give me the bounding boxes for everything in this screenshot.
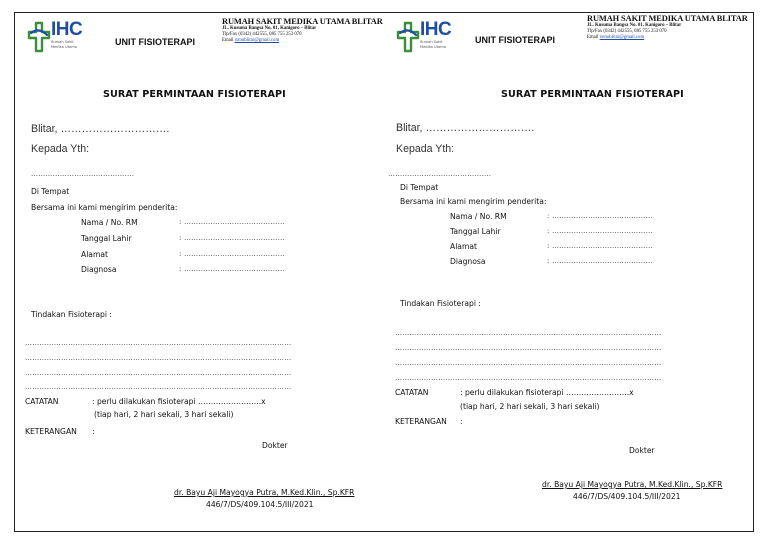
unit-title: UNIT FISIOTERAPI — [115, 37, 196, 47]
unit-title: UNIT FISIOTERAPI — [475, 35, 556, 45]
field-label-address: Alamat — [81, 250, 108, 259]
action-label: Tindakan Fisioterapi : — [400, 299, 481, 308]
form-title: SURAT PERMINTAAN FISIOTERAPI — [501, 89, 684, 100]
field-value-name: : …………………………………… — [179, 218, 285, 226]
doctor-label: Dokter — [629, 446, 655, 455]
logo-subtitle: Rumah Sakit Medika Utama — [420, 40, 446, 49]
field-value-address: : …………………………………… — [179, 250, 285, 258]
field-value-address: : …………………………………… — [547, 242, 653, 250]
note-sub: (tiap hari, 2 hari sekali, 3 hari sekali) — [460, 402, 600, 411]
note-label: CATATAN — [395, 388, 429, 397]
city-date-line: Blitar, …………………………. — [31, 123, 170, 135]
field-value-name: : …………………………………… — [547, 212, 653, 220]
doctor-id: 446/7/DS/409.104.5/III/2021 — [206, 500, 314, 509]
logo-subtitle: Rumah Sakit Medika Utama — [51, 40, 77, 49]
email-link[interactable]: rsmublitar@gmail.com — [599, 35, 645, 40]
recipient-label: Kepada Yth: — [396, 143, 455, 155]
action-line-3: ………………………………………………………………………………………………… — [25, 369, 292, 377]
action-line-1: ………………………………………………………………………………………………… — [395, 329, 662, 337]
action-line-2: ………………………………………………………………………………………………… — [395, 344, 662, 352]
medical-cross-icon — [27, 21, 51, 53]
hospital-header — [222, 17, 383, 44]
field-label-diagnosis: Diagnosa — [81, 265, 117, 274]
note-label: CATATAN — [25, 397, 59, 406]
place-text: Di Tempat — [31, 187, 70, 196]
action-line-1: ………………………………………………………………………………………………… — [25, 339, 292, 347]
form-sheet-left — [14, 12, 386, 532]
field-value-diagnosis: : …………………………………… — [547, 257, 653, 265]
action-label: Tindakan Fisioterapi : — [31, 310, 112, 319]
recipient-label: Kepada Yth: — [31, 143, 90, 155]
action-line-4: ………………………………………………………………………………………………… — [395, 374, 662, 382]
remark-colon: : — [460, 417, 463, 426]
form-title: SURAT PERMINTAAN FISIOTERAPI — [103, 89, 286, 100]
action-line-3: ………………………………………………………………………………………………… — [395, 359, 662, 367]
field-label-address: Alamat — [450, 242, 477, 251]
place-text: Di Tempat — [400, 183, 439, 192]
hospital-phone: Tlp/Fax (0342) 442555, 085 755 253 070 — [222, 32, 302, 37]
form-sheet-right — [384, 12, 754, 532]
hospital-email: Email rsmublitar@gmail.com — [587, 35, 645, 40]
remark-label: KETERANGAN — [395, 417, 447, 426]
hospital-address: JL. Kusuma Bangsa No. 01, Kanigoro – Blitar — [587, 23, 682, 28]
note-text: : perlu dilakukan fisioterapi …………………….x — [92, 397, 266, 406]
field-label-name: Nama / No. RM — [81, 218, 138, 227]
field-value-birth: : …………………………………… — [547, 227, 653, 235]
medical-cross-icon — [396, 21, 420, 53]
doctor-name: dr. Bayu Aji Mayogya Putra, M.Ked.Klin., Sp.KFR — [174, 488, 355, 497]
logo-text: IHC — [420, 19, 452, 40]
city-date-line: Blitar, …………………………. — [396, 122, 535, 134]
hospital-address: JL. Kusuma Bangsa No. 01, Kanigoro – Blitar — [222, 26, 317, 31]
field-label-name: Nama / No. RM — [450, 212, 507, 221]
hospital-phone: Tlp/Fax (0342) 442555, 085 755 253 070 — [587, 29, 667, 34]
recipient-blank: ……………………………………. — [388, 170, 492, 178]
hospital-name: RUMAH SAKIT MEDIKA UTAMA BLITAR — [222, 17, 383, 26]
hospital-header — [587, 14, 748, 41]
hospital-logo — [27, 21, 97, 61]
hospital-email: Email rsmublitar@gmail.com — [222, 38, 280, 43]
doctor-id: 446/7/DS/409.104.5/III/2021 — [573, 492, 681, 501]
intro-text: Bersama ini kami mengirim penderita: — [31, 203, 178, 212]
remark-colon: : — [92, 427, 95, 436]
doctor-label: Dokter — [262, 441, 288, 450]
note-text: : perlu dilakukan fisioterapi …………………….x — [460, 388, 634, 397]
recipient-blank: ……………………………………. — [31, 170, 135, 178]
note-sub: (tiap hari, 2 hari sekali, 3 hari sekali) — [94, 410, 234, 419]
email-link[interactable]: rsmublitar@gmail.com — [234, 38, 280, 43]
hospital-logo — [396, 21, 466, 61]
logo-text: IHC — [51, 19, 83, 40]
field-value-diagnosis: : …………………………………… — [179, 265, 285, 273]
action-line-2: ………………………………………………………………………………………………… — [25, 354, 292, 362]
hospital-name: RUMAH SAKIT MEDIKA UTAMA BLITAR — [587, 14, 748, 23]
field-label-birth: Tanggal Lahir — [450, 227, 501, 236]
doctor-name: dr. Bayu Aji Mayogya Putra, M.Ked.Klin., Sp.KFR — [542, 480, 723, 489]
action-line-4: ………………………………………………………………………………………………… — [25, 383, 292, 391]
field-value-birth: : …………………………………… — [179, 234, 285, 242]
intro-text: Bersama ini kami mengirim penderita: — [400, 197, 547, 206]
field-label-diagnosis: Diagnosa — [450, 257, 486, 266]
field-label-birth: Tanggal Lahir — [81, 234, 132, 243]
remark-label: KETERANGAN — [25, 427, 77, 436]
